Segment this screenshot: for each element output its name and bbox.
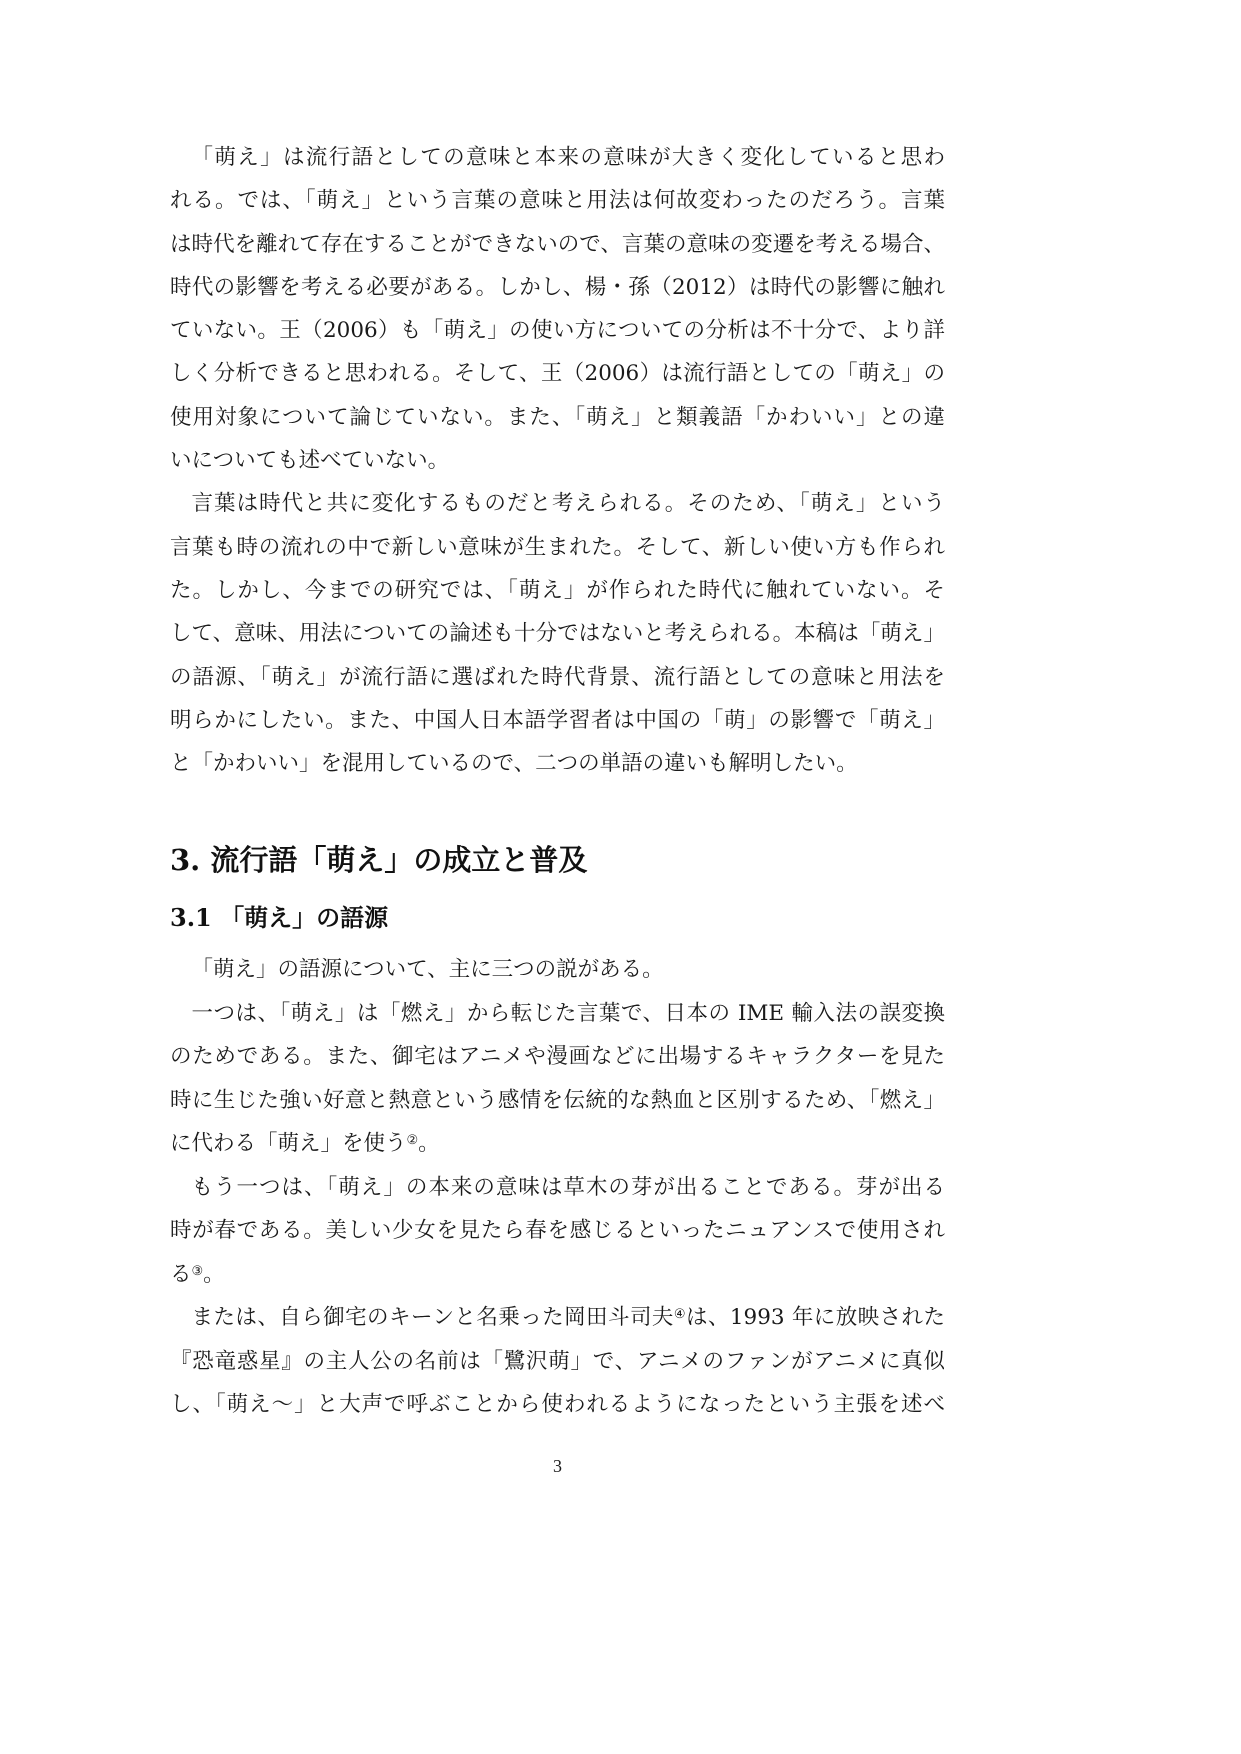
body-text-block <box>170 136 945 785</box>
text-line: しく分析できると思われる。そして、王（2006）は流行語としての「萌え」の <box>170 361 945 387</box>
text-line: 使用対象について論じていない。また、「萌え」と類義語「かわいい」との違 <box>170 404 945 430</box>
line-text: 。 <box>203 1261 225 1287</box>
text-line: 「萌え」は流行語としての意味と本来の意味が大きく変化していると思わ <box>191 145 945 170</box>
paragraph <box>170 1166 945 1297</box>
text-line: し、「萌え～」と大声で呼ぶことから使われるようになったという主張を述べ <box>170 1392 945 1417</box>
line-text: または、自ら御宅のキーンと名乗った岡田斗司夫 <box>191 1305 674 1330</box>
text-line <box>170 1253 945 1297</box>
paragraph <box>170 136 945 482</box>
text-line: のためである。また、御宅はアニメや漫画などに出場するキャラクターを見た <box>170 1044 945 1069</box>
text-line: 言葉も時の流れの中で新しい意味が生まれた。そして、新しい使い方も作られ <box>170 534 945 560</box>
text-line <box>170 1296 945 1340</box>
page-number: 3 <box>553 1456 562 1476</box>
text-line: もう一つは、「萌え」の本来の意味は草木の芽が出ることである。芽が出る <box>191 1174 945 1200</box>
text-line: の語源、「萌え」が流行語に選ばれた時代背景、流行語としての意味と用法を <box>170 664 945 690</box>
text-line: いについても述べていない。 <box>170 448 450 474</box>
line-text: る <box>170 1261 192 1287</box>
text-line: は時代を離れて存在することができないので、言葉の意味の変遷を考える場合、 <box>170 231 945 257</box>
paragraph <box>170 482 945 785</box>
text-line: と「かわいい」を混用しているので、二つの単語の違いも解明したい。 <box>170 751 858 777</box>
line-text: に代わる「萌え」を使う <box>170 1131 407 1156</box>
text-line: 時に生じた強い好意と熱意という感情を伝統的な熱血と区別するため、「燃え」 <box>170 1087 945 1113</box>
text-line: ていない。王（2006）も「萌え」の使い方についての分析は不十分で、より詳 <box>170 318 945 344</box>
footnote-marker: ② <box>406 1133 419 1148</box>
section-heading: 3. 流行語「萌え」の成立と普及 <box>170 843 588 877</box>
footnote-marker: ③ <box>191 1263 204 1279</box>
text-line: 時代の影響を考える必要がある。しかし、楊・孫（2012）は時代の影響に触れ <box>170 274 945 300</box>
text-line: 「萌え」の語源について、主に三つの説がある。 <box>191 957 664 982</box>
paragraph <box>170 948 945 992</box>
text-line: 明らかにしたい。また、中国人日本語学習者は中国の「萌」の影響で「萌え」 <box>170 707 945 733</box>
text-line: 時が春である。美しい少女を見たら春を感じるといったニュアンスで使用され <box>170 1218 945 1243</box>
line-text: は、1993 年に放映された <box>685 1305 945 1330</box>
paragraph <box>170 1296 945 1427</box>
text-line <box>170 1122 945 1166</box>
text-line: 『恐竜惑星』の主人公の名前は「鷺沢萌」で、アニメのファンがアニメに真似 <box>170 1348 945 1374</box>
text-line: れる。では、「萌え」という言葉の意味と用法は何故変わったのだろう。言葉 <box>170 188 945 214</box>
line-text: 。 <box>418 1131 440 1156</box>
text-line: 一つは、「萌え」は「燃え」から転じた言葉で、日本の IME 輸入法の誤変換 <box>191 1000 945 1026</box>
paragraph <box>170 992 945 1166</box>
text-line: して、意味、用法についての論述も十分ではないと考えられる。本稿は「萌え」 <box>170 621 945 647</box>
subsection-heading: 3.1 「萌え」の語源 <box>170 903 389 932</box>
text-line: 言葉は時代と共に変化するものだと考えられる。そのため、「萌え」という <box>191 491 945 517</box>
footnote-marker: ④ <box>673 1307 686 1322</box>
body-text-block <box>170 948 945 1427</box>
text-line: た。しかし、今までの研究では、「萌え」が作られた時代に触れていない。そ <box>170 577 945 603</box>
